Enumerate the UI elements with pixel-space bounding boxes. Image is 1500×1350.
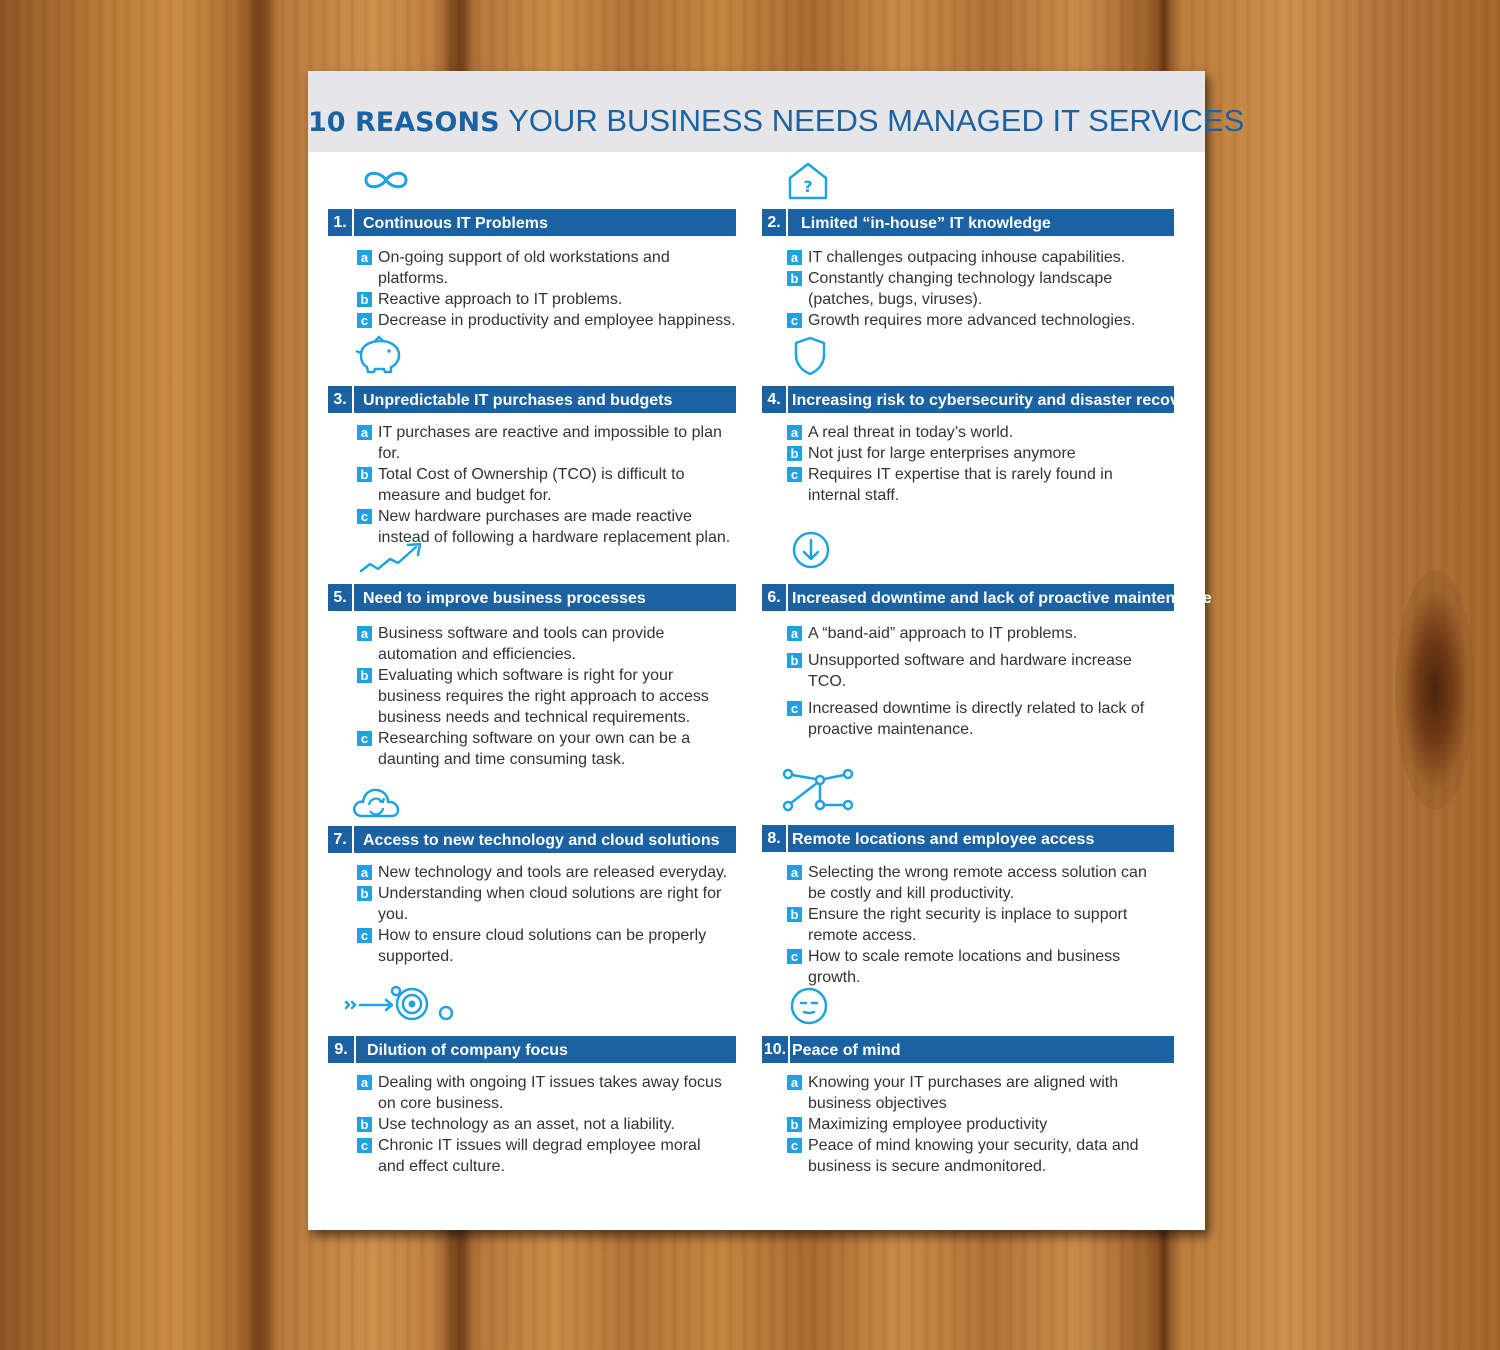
item-text: Ensure the right security is inplace to support remote access.: [808, 906, 1128, 944]
list-item: [787, 1072, 1162, 1114]
reason-title: Need to improve business processes: [363, 590, 646, 607]
reason-number: 1.: [328, 209, 354, 236]
list-item: [357, 623, 732, 665]
reason-title: Increasing risk to cybersecurity and disaster recovery: [792, 392, 1203, 409]
list-item: [357, 883, 737, 925]
list-item: [787, 422, 1127, 443]
trend-up-icon: [358, 539, 428, 575]
reason-title: Dilution of company focus: [367, 1042, 568, 1059]
reason-2-title-bar: [762, 209, 1174, 236]
item-mark: a: [787, 425, 802, 440]
item-mark: a: [357, 250, 372, 265]
reason-8-list: [787, 862, 1157, 988]
item-text: Reactive approach to IT problems.: [378, 291, 623, 308]
reason-10-title-bar: [762, 1036, 1174, 1063]
item-text: Growth requires more advanced technologies.: [808, 312, 1136, 329]
reason-1-list: [357, 247, 737, 331]
list-item: [357, 728, 732, 770]
item-text: Unsupported software and hardware increase TCO.: [808, 652, 1132, 690]
reason-6-list: [787, 623, 1147, 740]
wood-knot: [1395, 570, 1475, 810]
item-text: A real threat in today’s world.: [808, 424, 1014, 441]
reason-number: 2.: [762, 209, 788, 236]
item-text: How to scale remote locations and business growth.: [808, 948, 1121, 986]
item-text: New technology and tools are released everyday.: [378, 864, 728, 881]
list-item: [357, 925, 737, 967]
reason-3-list: [357, 422, 732, 548]
list-item: [357, 247, 737, 289]
list-item: [787, 1135, 1162, 1177]
item-text: Decrease in productivity and employee happiness.: [378, 312, 736, 329]
reason-5-list: [357, 623, 732, 770]
item-text: Selecting the wrong remote access solution can be costly and kill productivity.: [808, 864, 1147, 902]
item-mark: a: [357, 865, 372, 880]
list-item: [357, 310, 737, 331]
reason-9-list: [357, 1072, 727, 1177]
list-item: [787, 268, 1147, 310]
target-arrow-icon: [344, 983, 456, 1023]
reason-number: 8.: [762, 825, 788, 852]
list-item: [357, 1135, 727, 1177]
piggy-bank-icon: [353, 335, 405, 375]
title-bold: 10 REASONS: [308, 107, 500, 138]
infinity-icon: [358, 167, 414, 193]
reason-title: Limited “in-house” IT knowledge: [801, 215, 1051, 232]
item-mark: b: [357, 292, 372, 307]
page-title: [308, 103, 1245, 139]
item-text: Total Cost of Ownership (TCO) is difficult to measure and budget for.: [378, 466, 685, 504]
item-text: On-going support of old workstations and platforms.: [378, 249, 670, 287]
reason-9-title-bar: [328, 1036, 736, 1063]
reason-number: 10.: [762, 1036, 790, 1063]
reason-number: 9.: [328, 1036, 356, 1063]
calm-face-icon: [788, 985, 830, 1027]
list-item: [787, 1114, 1162, 1135]
item-mark: c: [357, 313, 372, 328]
item-mark: c: [357, 1138, 372, 1153]
item-mark: c: [787, 313, 802, 328]
item-text: Increased downtime is directly related to lack of proactive maintenance.: [808, 700, 1145, 738]
item-mark: b: [787, 271, 802, 286]
reason-8-title-bar: [762, 825, 1174, 852]
item-mark: a: [787, 865, 802, 880]
item-mark: b: [357, 886, 372, 901]
item-mark: a: [787, 626, 802, 641]
item-mark: c: [787, 701, 802, 716]
item-text: Understanding when cloud solutions are right for you.: [378, 885, 722, 923]
item-mark: a: [787, 250, 802, 265]
reason-3-title-bar: [328, 386, 736, 413]
item-mark: c: [787, 949, 802, 964]
arrow-down-circle-icon: [790, 529, 832, 571]
item-mark: c: [787, 1138, 802, 1153]
item-text: Use technology as an asset, not a liability.: [378, 1116, 675, 1133]
item-mark: a: [357, 1075, 372, 1090]
reason-4-title-bar: [762, 386, 1203, 413]
item-text: Requires IT expertise that is rarely found in internal staff.: [808, 466, 1113, 504]
item-mark: a: [787, 1075, 802, 1090]
list-item: [357, 289, 737, 310]
reason-number: 7.: [328, 826, 354, 853]
reason-7-list: [357, 862, 737, 967]
item-text: Researching software on your own can be a daunting and time consuming task.: [378, 730, 691, 768]
item-mark: c: [357, 509, 372, 524]
reason-title: Remote locations and employee access: [792, 831, 1095, 848]
network-nodes-icon: [782, 767, 854, 813]
reason-title: Continuous IT Problems: [363, 215, 548, 232]
list-item: [787, 862, 1157, 904]
item-mark: b: [357, 467, 372, 482]
list-item: [787, 946, 1157, 988]
reason-6-title-bar: [762, 584, 1212, 611]
item-text: Business software and tools can provide automation and efficiencies.: [378, 625, 665, 663]
reason-title: Access to new technology and cloud solutions: [363, 832, 720, 849]
svg-text:?: ?: [803, 177, 813, 196]
cloud-sync-icon: [350, 783, 402, 821]
list-item: [357, 1114, 727, 1135]
house-question-icon: [786, 161, 830, 201]
list-item: [357, 464, 732, 506]
reason-number: 6.: [762, 584, 788, 611]
list-item: [357, 862, 737, 883]
item-text: Knowing your IT purchases are aligned with business objectives: [808, 1074, 1119, 1112]
item-mark: b: [357, 668, 372, 683]
item-mark: c: [357, 928, 372, 943]
reason-1-title-bar: [328, 209, 736, 236]
item-mark: b: [357, 1117, 372, 1132]
item-text: IT challenges outpacing inhouse capabilities.: [808, 249, 1126, 266]
item-mark: a: [357, 425, 372, 440]
reason-title: Peace of mind: [792, 1042, 901, 1059]
list-item: [787, 464, 1127, 506]
item-mark: b: [787, 653, 802, 668]
item-text: Chronic IT issues will degrad employee moral and effect culture.: [378, 1137, 701, 1175]
reason-title: Unpredictable IT purchases and budgets: [363, 392, 673, 409]
reason-number: 5.: [328, 584, 354, 611]
shield-icon: [792, 335, 828, 377]
item-text: Evaluating which software is right for your business requires the right approach to access business needs and technical requirements.: [378, 667, 709, 726]
item-text: How to ensure cloud solutions can be properly supported.: [378, 927, 707, 965]
header-band: [308, 71, 1245, 152]
list-item: [787, 698, 1147, 740]
reason-5-title-bar: [328, 584, 736, 611]
reason-7-title-bar: [328, 826, 736, 853]
list-item: [357, 665, 732, 728]
reason-number: 4.: [762, 386, 788, 413]
list-item: [787, 650, 1147, 692]
item-text: Peace of mind knowing your security, data and business is secure andmonitored.: [808, 1137, 1139, 1175]
list-item: [787, 623, 1147, 644]
reason-title: Increased downtime and lack of proactive maintenance: [792, 590, 1212, 607]
item-text: Maximizing employee productivity: [808, 1116, 1048, 1133]
title-rest: YOUR BUSINESS NEEDS MANAGED IT SERVICES: [508, 103, 1245, 138]
item-text: Not just for large enterprises anymore: [808, 445, 1076, 462]
list-item: [787, 310, 1147, 331]
item-mark: c: [787, 467, 802, 482]
item-text: A “band-aid” approach to IT problems.: [808, 625, 1078, 642]
reason-10-list: [787, 1072, 1162, 1177]
item-text: Constantly changing technology landscape (patches, bugs, viruses).: [808, 270, 1113, 308]
item-mark: b: [787, 907, 802, 922]
list-item: [787, 247, 1147, 268]
reason-number: 3.: [328, 386, 354, 413]
list-item: [357, 422, 732, 464]
reason-4-list: [787, 422, 1127, 506]
list-item: [787, 443, 1127, 464]
item-text: New hardware purchases are made reactive instead of following a hardware replacement plan.: [378, 508, 731, 546]
item-text: Dealing with ongoing IT issues takes away focus on core business.: [378, 1074, 722, 1112]
item-mark: b: [787, 1117, 802, 1132]
item-mark: a: [357, 626, 372, 641]
item-mark: b: [787, 446, 802, 461]
list-item: [357, 1072, 727, 1114]
list-item: [787, 904, 1157, 946]
flyer-page: [308, 71, 1245, 1230]
reason-2-list: [787, 247, 1147, 331]
item-text: IT purchases are reactive and impossible to plan for.: [378, 424, 722, 462]
item-mark: c: [357, 731, 372, 746]
